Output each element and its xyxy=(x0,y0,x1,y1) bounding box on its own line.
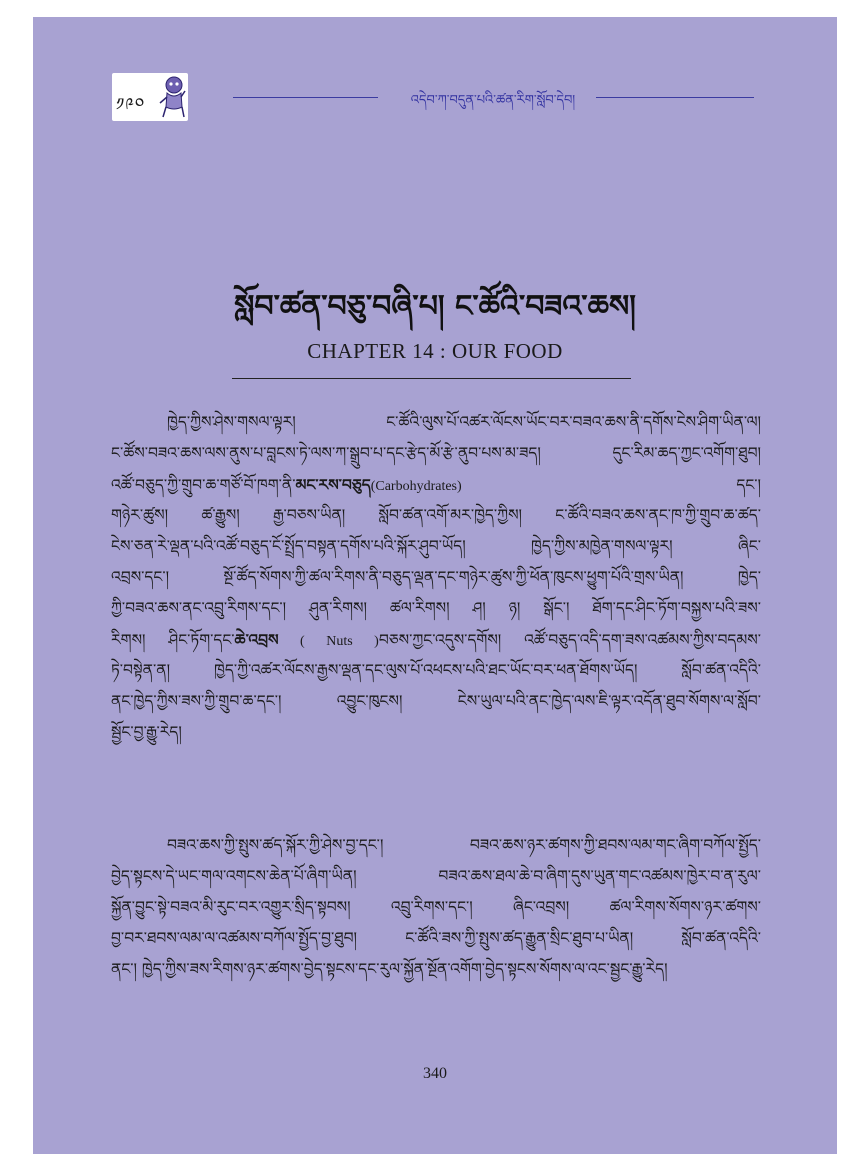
text-line: ང་ཚོས་བཟའ་ཆས་ལས་ནུས་པ་བླངས་ཏེ་ལས་ཀ་སྒྲུབ་པ་དང་རྩེད་མོ་རྩེ་ནུབ་པས་མ་ཟད། དུང་རིམ་ཆད་ཀྱང་འགོག་ཐུབ། xyxy=(111,444,761,462)
header-rule-right xyxy=(596,97,754,98)
text-span: དང་། xyxy=(461,476,761,494)
text-line: བྱ་བར་ཐབས་ལམ་ལ་འཚམས་བཀོལ་སྤྱོད་བྱ་ཐུབ། ང་ཚོའི་ཟས་ཀྱི་སྤུས་ཚད་རྒྱུན་སྲིང་ཐུབ་པ་ཡིན། སློབ་ཚན་འདིའི་ xyxy=(111,929,761,947)
paragraph-1 xyxy=(111,407,761,748)
text-line: ངེས་ཅན་རེ་ལྡན་པའི་འཚོ་བཅུད་ངོ་སྤྲོད་བསྟན་དགོས་པའི་སྐོར་ཤུབ་ཡོད། ཁྱེད་ཀྱིས་མཁྱེན་གསལ་ལྟར། ཞིང་ xyxy=(111,537,761,555)
text-line: སྐྱོན་བྱུང་སྟེ་བཟའ་མི་རུང་བར་འགྱུར་སྲིད་སྟབས། འབྲུ་རིགས་དང་། ཞིང་འབྲས། ཚལ་རིགས་སོགས་ཉར་ཚགས་ xyxy=(111,898,761,916)
mascot-illustration-icon xyxy=(158,75,186,119)
book-page xyxy=(33,17,837,1154)
text-line: བྱེད་སྟངས་དེ་ཡང་གལ་འགངས་ཆེན་པོ་ཞིག་ཡིན། བཟའ་ཆས་ཐལ་ཆེ་བ་ཞིག་དུས་ཡུན་གང་འཚམས་ཁྱེར་བ་ན་རུལ་ xyxy=(111,867,761,885)
text-line: ནང་ཁྱེད་ཀྱིས་ཟས་ཀྱི་གྲུབ་ཆ་དང་། འབྱུང་ཁུངས། ངེས་ཡུལ་པའི་ནང་ཁྱེད་ལས་ཇི་ལྟར་འདོན་ཐུབ་སོགས་ལ་སློབ་ xyxy=(111,692,761,710)
paragraph-2 xyxy=(111,830,761,985)
header-rule-left xyxy=(233,97,378,98)
text-line: གཉེར་ཚུས། ཚ་རྒྱུས། རྒྱ་བཅས་ཡིན། སློབ་ཚན་འགོ་མར་ཁྱེད་ཀྱིས། ང་ཚོའི་བཟའ་ཆས་ནང་ཁ་ཀྱི་གྲུབ་ཆ་ཚད་ xyxy=(111,506,761,524)
page-folio-number: 340 xyxy=(423,1065,447,1082)
text-span: འཚོ་བཅུད་ཀྱི་གྲུབ་ཆ་གཙོ་བོ་ཁག་ནི་ xyxy=(111,476,296,494)
text-line: ཏེ་བསྟེན་ན། ཁྱེད་ཀྱི་འཚར་ལོངས་རྒྱས་ལྡན་དང་ལུས་པོ་འཕངས་པའི་ཐང་ཡོང་བར་ཕན་ཐོགས་ཡོད། སློབ་ཚན་འདིའི་ xyxy=(111,661,761,679)
text-line xyxy=(111,469,761,500)
tibetan-page-number: ༡༩༠ xyxy=(116,95,146,115)
text-line: སྦྱོང་བྱ་རྒྱུ་རེད། xyxy=(111,723,182,741)
text-line: ཀྱི་བཟའ་ཆས་ནང་འབྲུ་རིགས་དང་། ཤུན་རིགས། ཚལ་རིགས། ཤ། ཉ། སྒོང་། ཐོག་དང་ཤིང་ཏོག་བསྐྱས་པའི་ཟས་ xyxy=(111,599,761,617)
text-line: འབྲས་དང་། སྔོ་ཚོད་སོགས་ཀྱི་ཚལ་རིགས་ནི་བཅུད་ལྡན་དང་གཉེར་ཚུས་ཀྱི་ཕོན་ཁུངས་ཕྱུག་པོའི་གྲས་ཡིན། ཁྱེད་ xyxy=(111,568,761,586)
running-head: འདེབ་ཀ་བདུན་པའི་ཚན་རིག་སློབ་དེབ། xyxy=(410,93,576,108)
text-line: བཟའ་ཆས་ཀྱི་སྤུས་ཚད་སྐོར་ཀྱི་ཤེས་བྱ་དང་། བཟའ་ཆས་ཉར་ཚགས་ཀྱི་ཐབས་ལམ་གང་ཞིག་བཀོལ་སྤྱོད་ xyxy=(167,836,761,854)
chapter-title-rule xyxy=(232,378,631,379)
text-line: ཁྱེད་ཀྱིས་ཤེས་གསལ་ལྟར། ང་ཚོའི་ལུས་པོ་འཚར་ལོངས་ཡོང་བར་བཟའ་ཆས་ནི་དགོས་ངེས་ཤིག་ཡིན་ལ། xyxy=(167,413,761,431)
text-line: ནང་། ཁྱེད་ཀྱིས་ཟས་རིགས་ཉར་ཚགས་བྱེད་སྟངས་དང་རུལ་སྐྱོན་སྔོན་འགོག་བྱེད་སྟངས་སོགས་ལ་འང་སྦྱང་རྒྱུ་རེད། xyxy=(111,960,668,978)
term-carbohydrates-english: (Carbohydrates) xyxy=(370,479,462,494)
chapter-title-tibetan: སློབ་ཚན་བཅུ་བཞི་པ། ང་ཚོའི་བཟའ་ཆས། xyxy=(234,289,636,324)
chapter-title-english: CHAPTER 14 : OUR FOOD xyxy=(307,339,563,363)
term-carbohydrates-tibetan: མང་རས་བཅུད xyxy=(295,475,371,494)
term-nuts-english: ( Nuts ) xyxy=(278,634,379,649)
page-number-badge xyxy=(112,73,188,121)
text-span: རིགས། ཤིང་ཏོག་དང་ xyxy=(111,631,235,649)
term-nuts-tibetan: ཆེ་འབྲས xyxy=(234,630,279,649)
text-span: བཅས་ཀྱང་འདུས་དགོས། འཚོ་བཅུད་འདི་དག་ཟས་འཚམས་ཀྱིས་བདམས་ xyxy=(378,631,761,649)
text-line xyxy=(111,624,761,655)
